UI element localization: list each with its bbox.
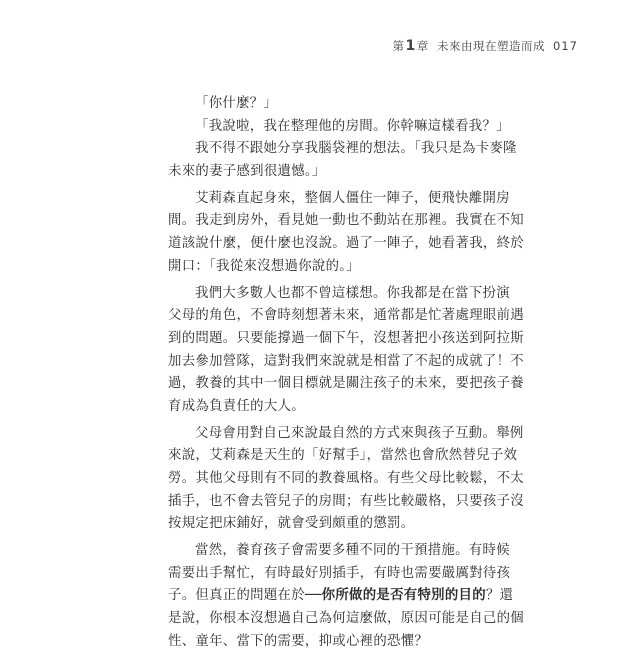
page-number: 017: [553, 39, 578, 53]
text-line: 是說，你根本沒想過自己為何這麼做，原因可能是自己的個: [168, 611, 524, 627]
text-line: 艾莉森直起身來，整個人僵住一陣子，便飛快離開房: [195, 190, 510, 206]
text-line: 「你什麼？」: [195, 96, 278, 111]
text-line: 來說，艾莉森是天生的「好幫手」，當然也會欣然替兒子效: [168, 448, 518, 464]
text-line: 加去參加營隊，這對我們來說就是相當了不起的成就了！不: [168, 353, 524, 369]
chapter-prefix: 第: [392, 39, 405, 53]
text-line: 過，教養的其中一個目標就是關注孩子的未來，要把孩子養: [168, 376, 524, 392]
text-line: 父母的角色，不會時刻想著未來，通常都是忙著處理眼前遇: [168, 308, 524, 324]
text-line: [168, 585, 514, 608]
emphasized-text: 你所做的是否有特別的目的: [321, 588, 486, 604]
text-line: 未來的妻子感到很遺憾。」: [168, 164, 326, 180]
text-line: 到的問題。只要能撐過一個下午，沒想著把小孩送到阿拉斯: [168, 330, 524, 346]
text-line: 間。我走到房外，看見她一動也不動站在那裡。我實在不知: [168, 213, 524, 229]
text-line: 開口：「我從來沒想過你說的。」: [168, 258, 360, 274]
text-line: 父母會用對自己來說最自然的方式來與孩子互動。舉例: [195, 425, 524, 441]
text-line: 勞。其他父母則有不同的教養風格。有些父母比較鬆，不太: [168, 471, 524, 486]
text-line: 性、童年、當下的需要，抑或心裡的恐懼？: [168, 633, 429, 649]
text-line: 當然，養育孩子會需要多種不同的干預措施。有時候: [195, 543, 510, 559]
text-line: 育成為負責任的大人。: [168, 398, 305, 414]
chapter-suffix: 章: [416, 39, 429, 53]
text-line: 「我說啦，我在整理他的房間。你幹嘛這樣看我？」: [195, 118, 510, 134]
chapter-number: 1: [405, 38, 416, 54]
text-segment: 子。但真正的問題在於──: [168, 588, 322, 604]
running-header: [392, 38, 578, 54]
text-line: 我不得不跟她分享我腦袋裡的想法。「我只是為卡麥隆: [195, 141, 517, 157]
text-line: 我們大多數人也都不曾這樣想。你我都是在當下扮演: [195, 285, 510, 301]
text-line: 需要出手幫忙，有時最好別插手，有時也需要嚴厲對待孩: [168, 565, 511, 581]
body-text: [168, 93, 524, 654]
text-segment: ？還: [485, 588, 514, 604]
text-line: 道該說什麼，便什麼也沒說。過了一陣子，她看著我，終於: [168, 236, 524, 252]
text-line: 插手，也不會去管兒子的房間；有些比較嚴格，只要孩子沒: [168, 493, 524, 509]
chapter-title: 未來由現在塑造而成: [437, 39, 546, 53]
text-line: 按規定把床鋪好，就會受到頗重的懲罰。: [168, 516, 415, 532]
